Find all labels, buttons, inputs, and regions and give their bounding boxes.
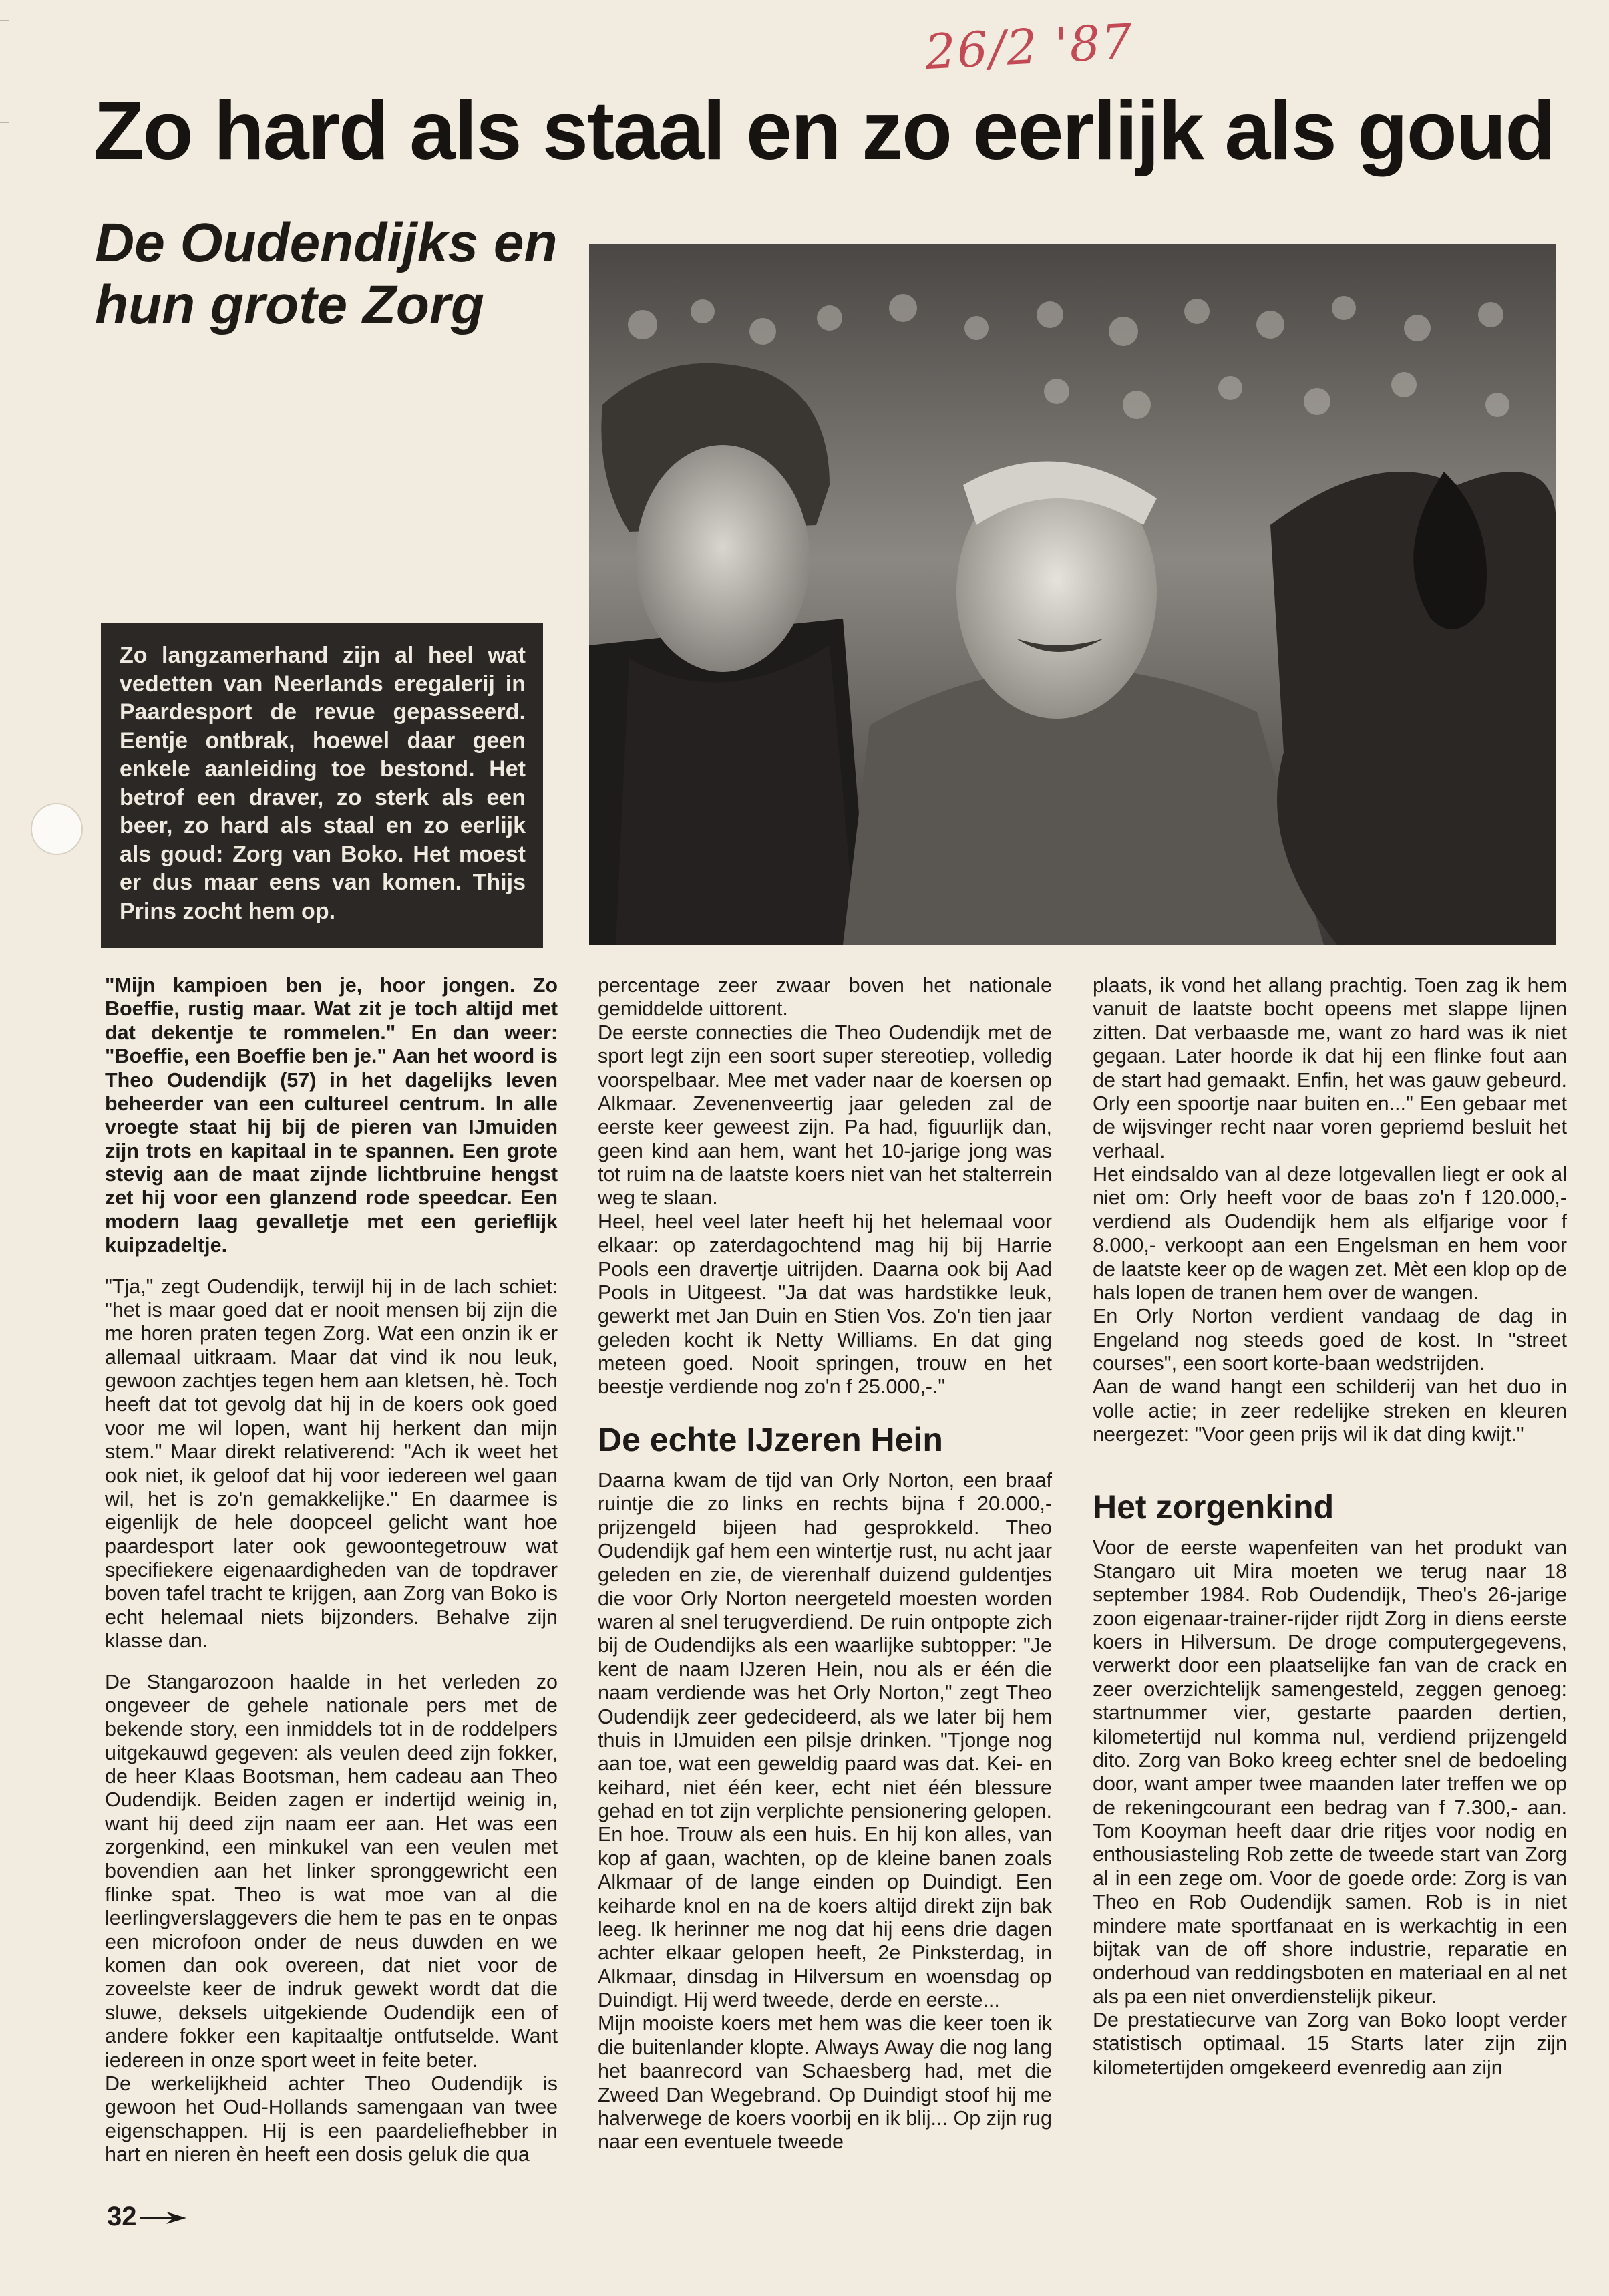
paragraph: plaats, ik vond het allang prachtig. Toen zag ik hem vanuit de laatste bocht opeens met slappe lijnen zitten. Dat verbaasde me, want zo hard was ik niet gegaan. Later hoorde ik dat hij een flinke fout aan de start had gemaakt. Enfin, het was gauw gebeurd. Orly een spoortje naar buiten en..." Een gebaar met de wijsvinger recht naar voren gepriemd besluit het verhaal. [1093, 974, 1567, 1162]
arrow-right-icon [140, 2212, 186, 2224]
paragraph: De prestatiecurve van Zorg van Boko loopt verder statistisch optimaal. 15 Starts later zijn zijn kilometertijden omgekeerd evenredig aan zijn [1093, 2009, 1567, 2079]
column-1 [105, 974, 558, 2166]
section-heading: Het zorgenkind [1093, 1488, 1334, 1526]
section-heading: De echte IJzeren Hein [598, 1420, 943, 1458]
paragraph: Aan de wand hangt een schilderij van het duo in volle actie; in zeer redelijke streken en kleuren neergezet: "Voor geen prijs wil ik dat ding kwijt." [1093, 1375, 1567, 1446]
headline: Zo hard als staal en zo eerlijk als goud [94, 85, 1555, 177]
page-number-text: 32 [107, 2202, 137, 2231]
intro-box: Zo langzamerhand zijn al heel wat vedetten van Neerlands eregalerij in Paardesport de revue gepasseerd. Eentje ontbrak, hoewel daar geen enkele aanleiding toe bestond. Het betrof een draver, zo sterk als een beer, zo hard als staal en zo eerlijk als goud: Zorg van Boko. Het moest er dus maar eens van komen. Thijs Prins zocht hem op. [101, 623, 543, 948]
column-2 [598, 974, 1052, 2154]
paragraph: En Orly Norton verdient vandaag de dag in Engeland nog steeds goed de kost. In "street courses", een soort korte-baan wedstrijden. [1093, 1305, 1567, 1375]
page-number [107, 2202, 186, 2232]
paragraph: De werkelijkheid achter Theo Oudendijk is gewoon het Oud-Hollands samengaan van twee eigenschappen. Hij is een paardeliefhebber in hart en nieren èn heeft een dosis geluk die qua [105, 2072, 558, 2166]
handwritten-date: 26/2 '87 [924, 13, 1135, 81]
paragraph: Heel, heel veel later heeft hij het helemaal voor elkaar: op zaterdagochtend mag hij bij Harrie Pools een dravertje uitrijden. Daarna ook bij Aad Pools in Uitgeest. "Ja dat was hardstikke leuk, gewerkt met Jan Duin en Stien Vos. Zo'n tien jaar geleden kocht ik Netty Williams. En dat ging meteen goed. Nooit springen, trouw en het beestje verdiende nog zo'n f 25.000,-." [598, 1210, 1052, 1399]
paragraph: Het eindsaldo van al deze lotgevallen liegt er ook al niet om: Orly heeft voor de baas zo'n f 120.000,- verdiend als Oudendijk hem als elfjarige voor f 8.000,- verkoopt aan een Engelsman en hem voor de laatste keer op de wagen zet. Mèt een klop op de hals lopen de tranen hem over de wangen. [1093, 1163, 1567, 1304]
paragraph: "Mijn kampioen ben je, hoor jongen. Zo Boeffie, rustig maar. Wat zit je toch altijd met dat dekentje te rommelen." En dan weer: "Boeffie, een Boeffie ben je." Aan het woord is Theo Oudendijk (57) in het dagelijks leven beheerder van een cultureel centrum. In alle vroegte staat hij bij de pieren van IJmuiden zijn trots en kapitaal in te spannen. Een grote stevig aan de maat zijnde lichtbruine hengst zet hij voor een glanzend rode speedcar. Een modern laag gevalletje met een gerieflijk kuipzadeltje. [105, 974, 558, 1257]
paragraph: De eerste connecties die Theo Oudendijk met de sport legt zijn een soort super stereotiep, volledig voorspelbaar. Mee met vader naar de koersen op Alkmaar. Zevenenveertig jaar geleden zal de eerste keer geweest zijn. Pa had, figuurlijk dan, geen kind aan hem, want het 10-jarige jong was tot ruim na de laatste koers niet van het stalterrein weg te slaan. [598, 1021, 1052, 1210]
article-photo [589, 244, 1556, 945]
paragraph: Daarna kwam de tijd van Orly Norton, een braaf ruintje die zo links en rechts bijna f 20.000,- prijzengeld bijeen had gesprokkeld. Theo Oudendijk gaf hem een wintertje rust, nu acht jaar geleden en zie, de vierenhalf duizend guldentjes die voor Orly Norton neergeteld moesten worden waren al snel terugverdiend. De ruin ontpopte zich bij de Oudendijks als een waarlijke subtopper: "Je kent de naam IJzeren Hein, nou als er één die naam verdiende was het Orly Norton," zegt Theo Oudendijk zeer gedecideerd, als we later bij hem thuis in IJmuiden een pilsje drinken. "Tjonge nog aan toe, wat een geweldig paard was dat. Kei- en keihard, niet één keer, echt niet één blessure gehad en tot zijn verplichte pensionering gelopen. En hoe. Trouw als een huis. En hij kon alles, van kop af gaan, wachten, op de kleine banen zoals Alkmaar of de lange einden op Duindigt. Een keiharde knol en na de koers altijd direkt zijn bak leeg. Ik herinner me nog dat hij eens drie dagen achter elkaar gelopen heeft, 2e Pinksterdag, in Alkmaar, dinsdag in Hilversum en woensdag op Duindigt. Hij werd tweede, derde en eerste... [598, 1468, 1052, 2011]
photo-illustration [589, 244, 1556, 945]
punch-hole [31, 803, 83, 855]
paragraph: Voor de eerste wapenfeiten van het produkt van Stangaro uit Mira moeten we terug naar 18 september 1984. Rob Oudendijk, Theo's 26-jarige zoon eigenaar-trainer-rijder rijdt Zorg in diens eerste koers in Hilversum. De droge computergegevens, verwerkt door een plaatselijke fan van de crack en zeer overzichtelijk samengesteld, zeggen genoeg: startnummer vier, gestarte paarden dertien, kilometertijd nul komma nul, verdiend prijzengeld dito. Zorg van Boko kreeg echter snel de bedoeling door, want amper twee maanden later treffen we op de rekeningcourant een bedrag van f 7.300,- aan. Tom Kooyman heeft daar drie ritjes voor nodig en enthousiasteling Rob zette de tweede start van Zorg al in een zege om. Voor de goede orde: Zorg is van Theo en Rob Oudendijk samen. Rob is in niet mindere mate sportfanaat en is werkachtig in een bijtak van de off shore industrie, reparatie en onderhoud van reddingsboten en materiaal en al net als pa een niet onverdienstelijk pikeur. [1093, 1536, 1567, 2008]
page-edge-mark [0, 122, 9, 123]
subheading: De Oudendijks en hun grote Zorg [95, 212, 558, 335]
paragraph: Mijn mooiste koers met hem was die keer toen ik die buitenlander klopte. Always Away die nog lang het baanrecord van Schaesberg had, met die Zweed Dan Wegebrand. Op Duindigt stoof hij me halverwege de koers voorbij en ik blij... Op zijn rug naar een eventuele tweede [598, 2012, 1052, 2154]
paragraph: "Tja," zegt Oudendijk, terwijl hij in de lach schiet: "het is maar goed dat er nooit mensen bij zijn die me horen praten tegen Zorg. Wat een onzin ik er allemaal uitkraam. Maar dat vind ik nou leuk, gewoon zachtjes tegen hem aan kletsen, hè. Toch heeft dat tot gevolg dat hij in de koers ook goed voor me wil lopen, want hij herkent dan mijn stem." Maar direkt relativerend: "Ach ik weet het ook niet, ik geloof dat hij voor iedereen wel gaan wil, het is zo'n gemakkelijke." En daarmee is eigenlijk de hele doopceel gelicht want hoe paardesport later ook gewoontegetrouw wat specifiekere eigenaardigheden van de topdraver boven tafel tracht te krijgen, aan Zorg van Boko is echt helemaal niets bijzonders. Behalve zijn klasse dan. [105, 1275, 558, 1653]
column-3 [1093, 974, 1567, 2080]
page-edge-mark [0, 20, 9, 21]
paragraph: De Stangarozoon haalde in het verleden zo ongeveer de gehele nationale pers met de bekende story, een inmiddels tot in de roddelpers uitgekauwd gegeven: als veulen deed zijn fokker, de heer Klaas Bootsman, hem cadeau aan Theo Oudendijk. Beiden zagen er indertijd weinig in, want hij deed zijn naam eer aan. Het was een zorgenkind, een minkukel van een veulen met bovendien aan het linker spronggewricht een flinke spat. Theo is wat moe van al die leerlingverslaggevers die hem te pas en te onpas een microfoon onder de neus duwden en we komen dan ook overeen, dat niet voor de zoveelste keer de indruk gewekt wordt dat die sluwe, deksels uitgekiende Oudendijk een of andere fokker een kapitaaltje ontfutselde. Want iedereen in onze sport weet in feite beter. [105, 1670, 558, 2072]
paragraph: percentage zeer zwaar boven het nationale gemiddelde uittorent. [598, 974, 1052, 1021]
